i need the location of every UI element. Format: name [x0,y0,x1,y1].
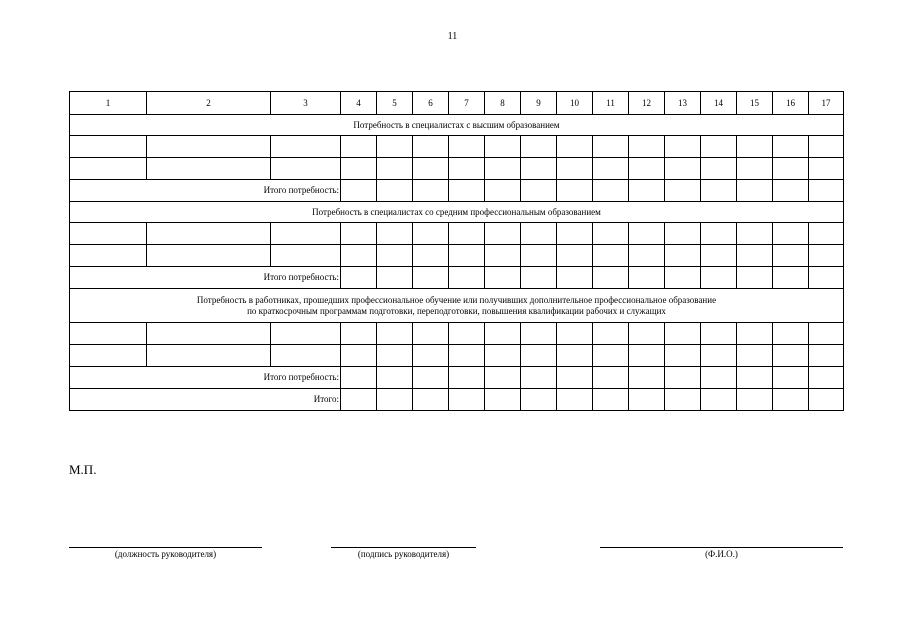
table-cell [629,158,665,180]
table-cell [341,158,377,180]
table-cell [701,158,737,180]
table-cell [521,345,557,367]
section-title: Потребность в специалистах с высшим образованием [70,115,844,136]
table-cell [737,323,773,345]
table-cell [773,389,809,411]
table-cell [485,389,521,411]
column-header: 6 [413,92,449,115]
table-cell [773,158,809,180]
table-cell [557,367,593,389]
column-header: 14 [701,92,737,115]
table-cell [593,180,629,202]
table-cell [341,245,377,267]
table-cell [341,323,377,345]
table-cell [521,267,557,289]
table-cell [449,223,485,245]
table-cell [449,367,485,389]
table-cell [665,389,701,411]
position-line [69,547,262,548]
table-cell [147,345,271,367]
table-cell [557,223,593,245]
table-cell [521,180,557,202]
column-header: 13 [665,92,701,115]
table-cell [593,345,629,367]
table-cell [701,180,737,202]
table-cell [413,180,449,202]
subtotal-label: Итого потребность: [70,267,341,289]
table-cell [773,367,809,389]
section-row-training [70,289,844,323]
name-caption: (Ф.И.О.) [705,549,738,559]
table-cell [485,180,521,202]
table-cell [809,323,844,345]
table-cell [593,136,629,158]
table-cell [629,389,665,411]
table-cell [701,267,737,289]
table-cell [70,245,147,267]
table-cell [809,267,844,289]
table-cell [377,345,413,367]
table-cell [521,158,557,180]
page-number: 11 [447,31,458,42]
table-cell [773,136,809,158]
table-cell [377,245,413,267]
section-title [70,289,844,323]
column-header: 4 [341,92,377,115]
table-cell [665,267,701,289]
table-cell [485,267,521,289]
table-cell [557,245,593,267]
table-cell [665,180,701,202]
table-cell [629,223,665,245]
table-cell [485,158,521,180]
column-header: 7 [449,92,485,115]
table-cell [773,345,809,367]
table-cell [773,267,809,289]
table-cell [377,389,413,411]
table-cell [377,223,413,245]
column-header: 17 [809,92,844,115]
column-header: 11 [593,92,629,115]
table-cell [341,389,377,411]
column-header: 15 [737,92,773,115]
table-cell [521,323,557,345]
table-cell [521,223,557,245]
table-cell [593,267,629,289]
table-cell [665,245,701,267]
table-cell [377,158,413,180]
table-row [70,223,844,245]
table-cell [737,389,773,411]
table-cell [521,389,557,411]
table-cell [809,136,844,158]
section-row-higher [70,115,844,136]
table-cell [593,158,629,180]
table-cell [341,223,377,245]
subtotal-row [70,267,844,289]
table-cell [773,223,809,245]
table-cell [809,245,844,267]
table-cell [629,345,665,367]
signature-line [331,547,476,548]
table-cell [773,323,809,345]
table-row [70,158,844,180]
section-row-secondary [70,202,844,223]
table-cell [557,267,593,289]
table-cell [341,367,377,389]
table-body [70,92,844,411]
table-cell [485,345,521,367]
table-cell [629,323,665,345]
position-caption: (должность руководителя) [114,549,217,559]
column-header: 2 [147,92,271,115]
table-cell [449,345,485,367]
table-cell [737,223,773,245]
subtotal-label: Итого потребность: [70,180,341,202]
subtotal-row [70,180,844,202]
column-header: 8 [485,92,521,115]
table-cell [449,389,485,411]
table-cell [593,223,629,245]
table-cell [377,136,413,158]
table-cell [773,245,809,267]
table-cell [701,367,737,389]
table-cell [485,245,521,267]
column-header: 5 [377,92,413,115]
stamp-placeholder: М.П. [69,462,97,477]
table-cell [701,136,737,158]
table-cell [271,223,341,245]
section-title-line: по краткосрочным программам подготовки, переподготовки, повышения квалификации рабочих и служащих [247,305,666,316]
signature-caption: (подпись руководителя) [357,549,450,559]
table-cell [737,245,773,267]
table-cell [485,323,521,345]
table-cell [413,367,449,389]
table-cell [701,223,737,245]
table-cell [593,245,629,267]
table-cell [485,367,521,389]
column-header: 3 [271,92,341,115]
table-cell [341,345,377,367]
table-row [70,323,844,345]
table-cell [557,389,593,411]
table-cell [271,323,341,345]
table-cell [413,267,449,289]
table-cell [449,158,485,180]
table-cell [70,223,147,245]
subtotal-row [70,367,844,389]
table-cell [773,180,809,202]
column-header: 16 [773,92,809,115]
table-cell [449,323,485,345]
table-cell [665,158,701,180]
table-cell [809,180,844,202]
table-row [70,245,844,267]
table-cell [271,136,341,158]
table-cell [147,158,271,180]
table-cell [557,345,593,367]
table-cell [341,136,377,158]
table-cell [485,223,521,245]
table-cell [377,180,413,202]
table-cell [557,136,593,158]
total-row [70,389,844,411]
table-row [70,345,844,367]
table-cell [665,136,701,158]
table-cell [737,136,773,158]
table-cell [377,323,413,345]
subtotal-label: Итого потребность: [70,367,341,389]
table-cell [449,267,485,289]
table-cell [701,389,737,411]
table-cell [557,323,593,345]
table-cell [413,389,449,411]
table-cell [449,180,485,202]
table-cell [70,323,147,345]
total-label: Итого: [70,389,341,411]
name-line [600,547,843,548]
table-cell [665,345,701,367]
table-cell [341,267,377,289]
table-cell [737,180,773,202]
table-cell [271,245,341,267]
table-cell [413,223,449,245]
table-cell [147,323,271,345]
table-cell [341,180,377,202]
table-cell [70,136,147,158]
table-cell [809,345,844,367]
table-cell [485,136,521,158]
table-cell [70,345,147,367]
table-cell [665,367,701,389]
table-cell [593,367,629,389]
table-cell [809,223,844,245]
table-cell [413,158,449,180]
table-cell [521,367,557,389]
table-cell [737,158,773,180]
section-title-line: Потребность в работниках, прошедших профессиональное обучение или получивших дополнительное профессиональное образование [196,294,717,305]
table-cell [737,367,773,389]
column-header: 10 [557,92,593,115]
table-cell [809,158,844,180]
table-cell [147,245,271,267]
table-cell [629,136,665,158]
table-cell [557,180,593,202]
table-cell [629,267,665,289]
table-cell [593,323,629,345]
column-header: 9 [521,92,557,115]
table-cell [449,136,485,158]
table-cell [809,367,844,389]
table-cell [701,245,737,267]
table-cell [147,223,271,245]
table-cell [377,267,413,289]
table-cell [737,267,773,289]
table-cell [413,245,449,267]
table-cell [809,389,844,411]
table-cell [629,367,665,389]
table-cell [665,223,701,245]
table-cell [629,180,665,202]
table-cell [147,136,271,158]
table-cell [629,245,665,267]
table-cell [271,158,341,180]
table-cell [593,389,629,411]
table-cell [701,323,737,345]
needs-table [69,91,844,411]
section-title: Потребность в специалистах со средним профессиональным образованием [70,202,844,223]
table-cell [521,136,557,158]
table-cell [70,158,147,180]
table-cell [701,345,737,367]
table-cell [271,345,341,367]
table-cell [449,245,485,267]
header-row [70,92,844,115]
table-cell [737,345,773,367]
table-cell [413,323,449,345]
table-cell [665,323,701,345]
table-cell [413,136,449,158]
table-cell [413,345,449,367]
column-header: 1 [70,92,147,115]
table-cell [557,158,593,180]
column-header: 12 [629,92,665,115]
table-cell [377,367,413,389]
table-row [70,136,844,158]
table-cell [521,245,557,267]
